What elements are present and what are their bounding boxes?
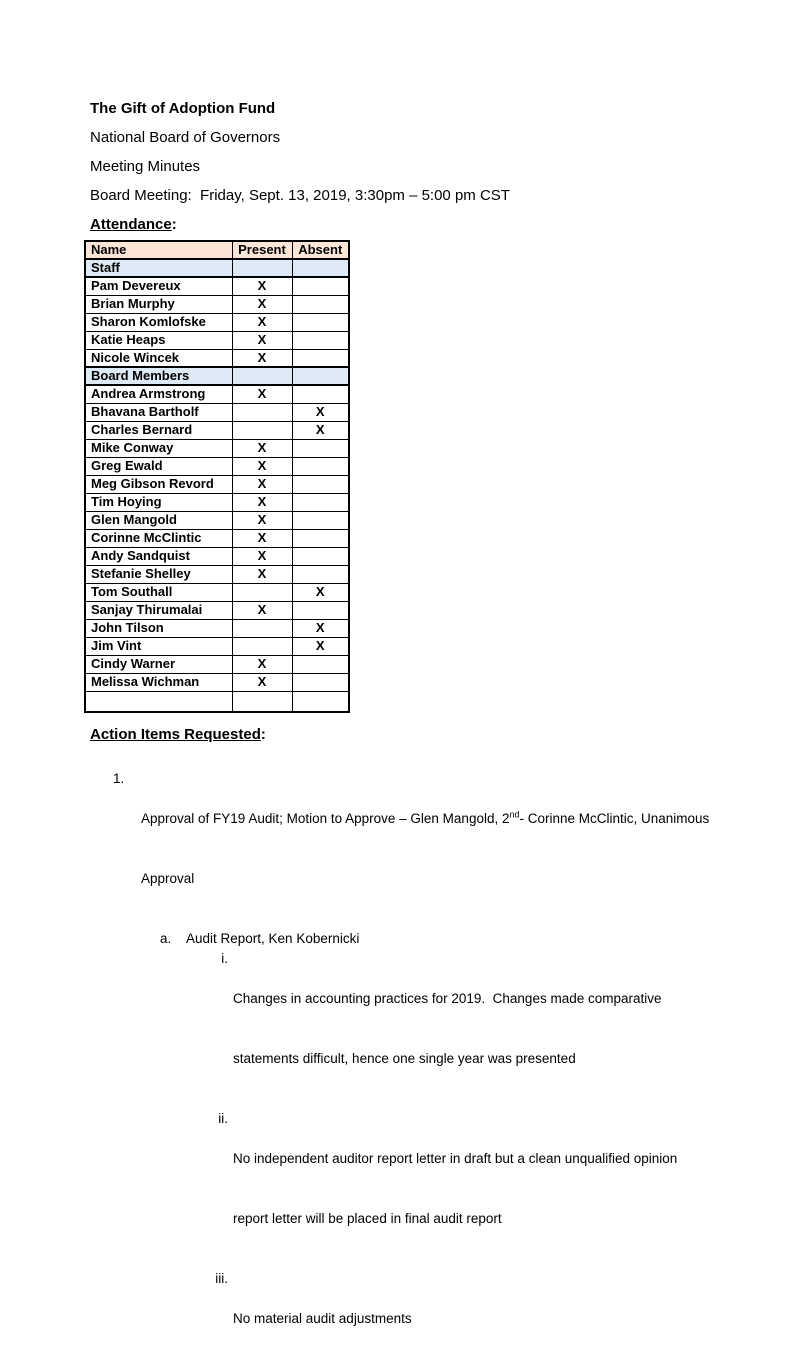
section-row	[85, 259, 349, 277]
action-item-1-line2: Approval	[141, 871, 195, 886]
column-header-absent: Absent	[292, 241, 349, 259]
present-cell: X	[232, 475, 292, 493]
member-row	[85, 331, 349, 349]
member-name-cell: Andrea Armstrong	[85, 385, 232, 403]
list-marker-ii: ii.	[218, 1111, 228, 1126]
present-cell	[232, 583, 292, 601]
present-cell: X	[232, 331, 292, 349]
present-cell: X	[232, 277, 292, 295]
attendance-heading	[90, 210, 731, 239]
action-item-1a-iii-text: No material audit adjustments	[233, 1311, 412, 1326]
absent-cell: X	[292, 421, 349, 439]
member-row	[85, 421, 349, 439]
member-row	[85, 295, 349, 313]
absent-cell	[292, 529, 349, 547]
section-row	[85, 367, 349, 385]
member-row	[85, 547, 349, 565]
absent-cell	[292, 277, 349, 295]
member-name-cell: Corinne McClintic	[85, 529, 232, 547]
member-name-cell: Nicole Wincek	[85, 349, 232, 367]
doc-type: Meeting Minutes	[90, 158, 201, 175]
member-row	[85, 529, 349, 547]
present-cell: X	[232, 601, 292, 619]
member-name-cell: Staff	[85, 259, 232, 277]
action-item-1	[113, 769, 731, 929]
action-item-1a-i	[202, 949, 731, 1109]
absent-cell	[292, 259, 349, 277]
doc-title: The Gift of Adoption Fund	[90, 100, 276, 117]
member-name-cell: Meg Gibson Revord	[85, 475, 232, 493]
member-name-cell: Katie Heaps	[85, 331, 232, 349]
present-cell: X	[232, 313, 292, 331]
member-row	[85, 349, 349, 367]
action-items-heading-colon: :	[260, 726, 266, 743]
member-name-cell: Andy Sandquist	[85, 547, 232, 565]
action-items-heading-text: Action Items Requested	[90, 726, 261, 743]
absent-cell: X	[292, 403, 349, 421]
absent-cell	[292, 295, 349, 313]
member-row	[85, 313, 349, 331]
present-cell	[232, 637, 292, 655]
member-row	[85, 493, 349, 511]
member-name-cell: Melissa Wichman	[85, 673, 232, 691]
member-name-cell: Mike Conway	[85, 439, 232, 457]
member-name-cell	[85, 691, 232, 712]
present-cell: X	[232, 565, 292, 583]
list-marker-iii: iii.	[215, 1271, 228, 1286]
list-marker-1: 1.	[113, 771, 125, 786]
table-header-row	[85, 241, 349, 259]
meeting-info: Board Meeting: Friday, Sept. 13, 2019, 3:30pm – 5:00 pm CST	[90, 187, 510, 204]
member-row	[85, 403, 349, 421]
absent-cell	[292, 673, 349, 691]
member-name-cell: Jim Vint	[85, 637, 232, 655]
absent-cell: X	[292, 583, 349, 601]
member-row	[85, 277, 349, 295]
absent-cell: X	[292, 637, 349, 655]
member-row	[85, 385, 349, 403]
action-items-heading	[90, 725, 731, 745]
member-name-cell: Greg Ewald	[85, 457, 232, 475]
action-item-1a-iii	[202, 1269, 731, 1369]
action-items-list	[90, 769, 731, 1369]
present-cell: X	[232, 547, 292, 565]
absent-cell	[292, 565, 349, 583]
absent-cell	[292, 313, 349, 331]
member-row	[85, 637, 349, 655]
action-item-1-line1: Approval of FY19 Audit; Motion to Approve – Glen Mangold, 2nd- Corinne McClintic, Unanimous	[141, 809, 710, 826]
present-cell: X	[232, 295, 292, 313]
present-cell: X	[232, 457, 292, 475]
present-cell: X	[232, 493, 292, 511]
member-name-cell: Charles Bernard	[85, 421, 232, 439]
action-item-1a-ii	[202, 1109, 731, 1269]
absent-cell	[292, 547, 349, 565]
absent-cell	[292, 475, 349, 493]
present-cell: X	[232, 511, 292, 529]
list-marker-1a: a.	[160, 931, 172, 946]
member-row	[85, 619, 349, 637]
list-marker-i: i.	[221, 951, 228, 966]
member-row	[85, 511, 349, 529]
member-row	[85, 655, 349, 673]
absent-cell	[292, 511, 349, 529]
present-cell: X	[232, 349, 292, 367]
action-item-1a-i-text: Changes in accounting practices for 2019. Changes made comparative statements difficult, hence one single year was presented	[233, 991, 662, 1066]
present-cell: X	[232, 385, 292, 403]
absent-cell	[292, 331, 349, 349]
member-row	[85, 457, 349, 475]
member-name-cell: Pam Devereux	[85, 277, 232, 295]
doc-subtitle: National Board of Governors	[90, 129, 281, 146]
member-row	[85, 565, 349, 583]
member-name-cell: Tom Southall	[85, 583, 232, 601]
member-row	[85, 601, 349, 619]
member-row	[85, 475, 349, 493]
member-name-cell: Board Members	[85, 367, 232, 385]
absent-cell	[292, 601, 349, 619]
present-cell	[232, 421, 292, 439]
attendance-heading-text: Attendance	[90, 216, 172, 233]
absent-cell	[292, 691, 349, 712]
absent-cell	[292, 439, 349, 457]
present-cell	[232, 403, 292, 421]
action-item-1a	[160, 929, 731, 949]
member-row	[85, 691, 349, 712]
member-name-cell: Tim Hoying	[85, 493, 232, 511]
member-row	[85, 583, 349, 601]
member-row	[85, 439, 349, 457]
member-name-cell: Glen Mangold	[85, 511, 232, 529]
member-name-cell: Sanjay Thirumalai	[85, 601, 232, 619]
present-cell	[232, 691, 292, 712]
member-name-cell: Brian Murphy	[85, 295, 232, 313]
absent-cell	[292, 655, 349, 673]
present-cell	[232, 259, 292, 277]
column-header-name: Name	[85, 241, 232, 259]
member-name-cell: Bhavana Bartholf	[85, 403, 232, 421]
action-item-1-text	[141, 769, 709, 929]
absent-cell	[292, 493, 349, 511]
action-item-1a-text: Audit Report, Ken Kobernicki	[186, 931, 360, 946]
absent-cell	[292, 457, 349, 475]
present-cell	[232, 619, 292, 637]
member-name-cell: Stefanie Shelley	[85, 565, 232, 583]
present-cell: X	[232, 673, 292, 691]
attendance-heading-colon: :	[171, 216, 177, 233]
absent-cell	[292, 367, 349, 385]
absent-cell	[292, 349, 349, 367]
attendance-table	[84, 240, 350, 713]
column-header-present: Present	[232, 241, 292, 259]
present-cell: X	[232, 439, 292, 457]
member-name-cell: John Tilson	[85, 619, 232, 637]
absent-cell	[292, 385, 349, 403]
member-row	[85, 673, 349, 691]
superscript-ordinal: nd	[509, 809, 520, 820]
present-cell: X	[232, 529, 292, 547]
member-name-cell: Sharon Komlofske	[85, 313, 232, 331]
present-cell: X	[232, 655, 292, 673]
action-item-1a-ii-text: No independent auditor report letter in draft but a clean unqualified opinion report letter will be placed in final audit report	[233, 1151, 678, 1226]
member-name-cell: Cindy Warner	[85, 655, 232, 673]
absent-cell: X	[292, 619, 349, 637]
present-cell	[232, 367, 292, 385]
